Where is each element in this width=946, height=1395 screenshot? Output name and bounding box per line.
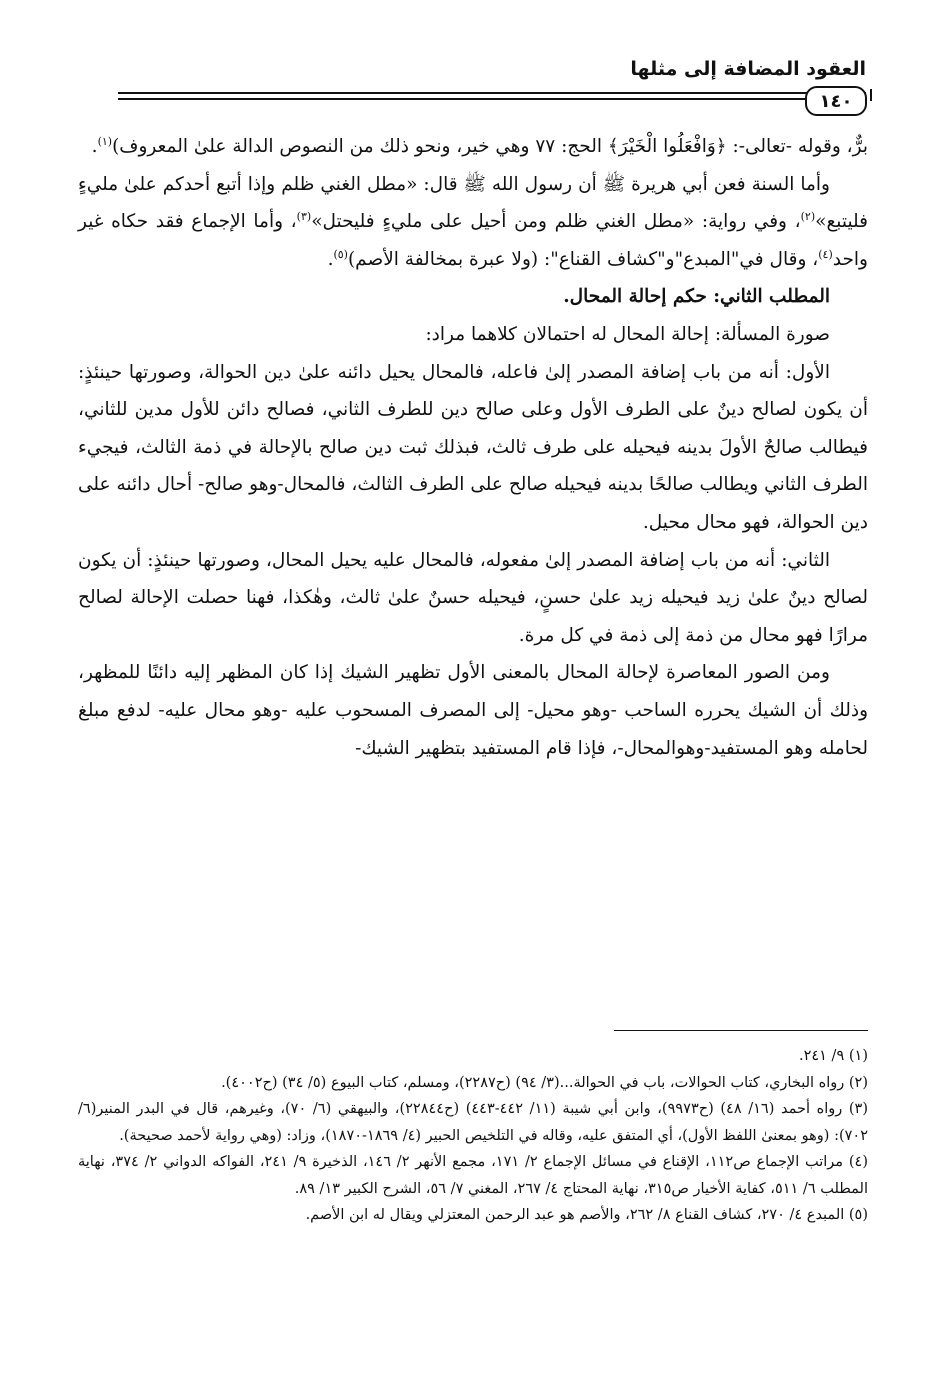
paragraph-5: الثاني: أنه من باب إضافة المصدر إلىٰ مفعوله، فالمحال عليه يحيل المحال، وصورتها حينئذٍ: أن يكون لصالح دينٌ علىٰ زيد فيحيله زيد علىٰ حسنٍ، فيحيله حسنٌ علىٰ ثالث، وهٰكذا، فهنا حصلت الإحالة لصالح مرارًا فهو محال من ذمة إلى ذمة في كل مرة. [78, 549, 868, 646]
paragraph-2: وأما السنة فعن أبي هريرة ﷺ أن رسول الله ﷺ قال: «مطل الغني ظلم وإذا أتبع أحدكم علىٰ مليءٍ فليتبع»$^{(٢)}$، وفي رواية: «مطل الغني ظلم ومن أحيل على مليءٍ فليحتل»$^{(٣)}$، وأما الإجماع فقد حكاه غير واحد$^{(٤)}$، وقال في"المبدع"و"كشاف القناع": (ولا عبرة بمخالفة الأصم)$^{(٥)}$. [78, 173, 869, 270]
section-heading: المطلب الثاني: حكم إحالة المحال. [563, 286, 830, 308]
page-number: ١٤٠ [805, 86, 867, 116]
footnote-3: (٣) رواه أحمد (١٦/ ٤٨) (ح٩٩٧٣)، وابن أبي شيبة (١١/ ٤٤٢-٤٤٣) (ح٢٢٨٤٤)، والبيهقي (٦/ ٧٠)، وغيرهم، قال في البدر المنير(٦/ ٧٠٢): (وهو بمعنىٰ اللفظ الأول)، أي المتفق عليه، وقاله في التلخيص الحبير (٤/ ١٨٦٩-١٨٧٠)، وزاد: (وهي رواية لأحمد صحيحة). [78, 1101, 868, 1144]
footnote-5: (٥) المبدع ٤/ ٢٧٠، كشاف القناع ٨/ ٢٦٢، والأصم هو عبد الرحمن المعتزلي ويقال له ابن الأصم. [305, 1207, 868, 1223]
paragraph-6: ومن الصور المعاصرة لإحالة المحال بالمعنى الأول تظهير الشيك إذا كان المظهر إليه دائنًا للمظهر، وذلك أن الشيك يحرره الساحب -وهو محيل- إلى المصرف المسحوب عليه -وهو محال عليه- لدفع مبلغ لحامله وهو المستفيد-وهوالمحال-، فإذا قام المستفيد بتظهير الشيك- [78, 662, 868, 759]
footnotes [78, 1043, 868, 1229]
paragraph-1: برٌّ، وقوله -تعالى-: ﴿وَافْعَلُوا الْخَيْرَ﴾ الحج: ٧٧ وهي خير، ونحو ذلك من النصوص الدالة علىٰ المعروف)$^{(١)}$. [91, 134, 868, 157]
footnote-ref-1: (١) [97, 134, 113, 148]
footnote-ref-4: (٤) [818, 247, 833, 261]
paragraph-4: الأول: أنه من باب إضافة المصدر إلىٰ فاعله، فالمحال يحيل دائنه علىٰ دين الحوالة، وصورتها حينئذٍ: أن يكون لصالح دينٌ على الطرف الأول وعلى صالح دين للطرف الثاني، فصالح دائن للأول مدين للثاني، فيطالب صالحٌ الأولَ بدينه فيحيله على طرف ثالث، فبذلك ثبت دين صالح بالإحالة في ذمة الثالث، فيجيء الطرف الثاني ويطالب صالحًا بدينه فيحيله صالح على الطرف الثالث، فالمحال-وهو صالح- أحال دائنه على دين الحوالة، فهو محال محيل. [78, 361, 868, 533]
footnote-4: (٤) مراتب الإجماع ص١١٢، الإقناع في مسائل الإجماع ٢/ ١٧١، مجمع الأنهر ٢/ ١٤٦، الذخيرة ٩/ ٢٤١، الفواكه الدواني ٢/ ٣٧٤، نهاية المطلب ٦/ ٥١١، كفاية الأخيار ص٣١٥، نهاية المحتاج ٤/ ٢٦٧، المغني ٧/ ٥٦، الشرح الكبير ١٣/ ٨٩. [78, 1154, 868, 1197]
header-rule-top [118, 92, 866, 94]
header-rule-bottom [118, 98, 866, 100]
footnote-ref-3: (٣) [296, 210, 312, 224]
paragraph-3: صورة المسألة: إحالة المحال له احتمالان كلاهما مراد: [425, 323, 830, 345]
main-text [78, 128, 868, 767]
footnote-separator [614, 1030, 868, 1031]
footnote-2: (٢) رواه البخاري، كتاب الحوالات، باب في الحوالة...(٣/ ٩٤) (ح٢٢٨٧)، ومسلم، كتاب البيوع (٥/ ٣٤) (ح٤٠٠٢). [221, 1074, 868, 1091]
footnote-ref-5: (٥) [333, 247, 348, 261]
running-header-title: العقود المضافة إلى مثلها [630, 58, 866, 80]
footnote-ref-2: (٢) [800, 210, 816, 224]
footnote-1: (١) ٩/ ٢٤١. [798, 1048, 868, 1064]
